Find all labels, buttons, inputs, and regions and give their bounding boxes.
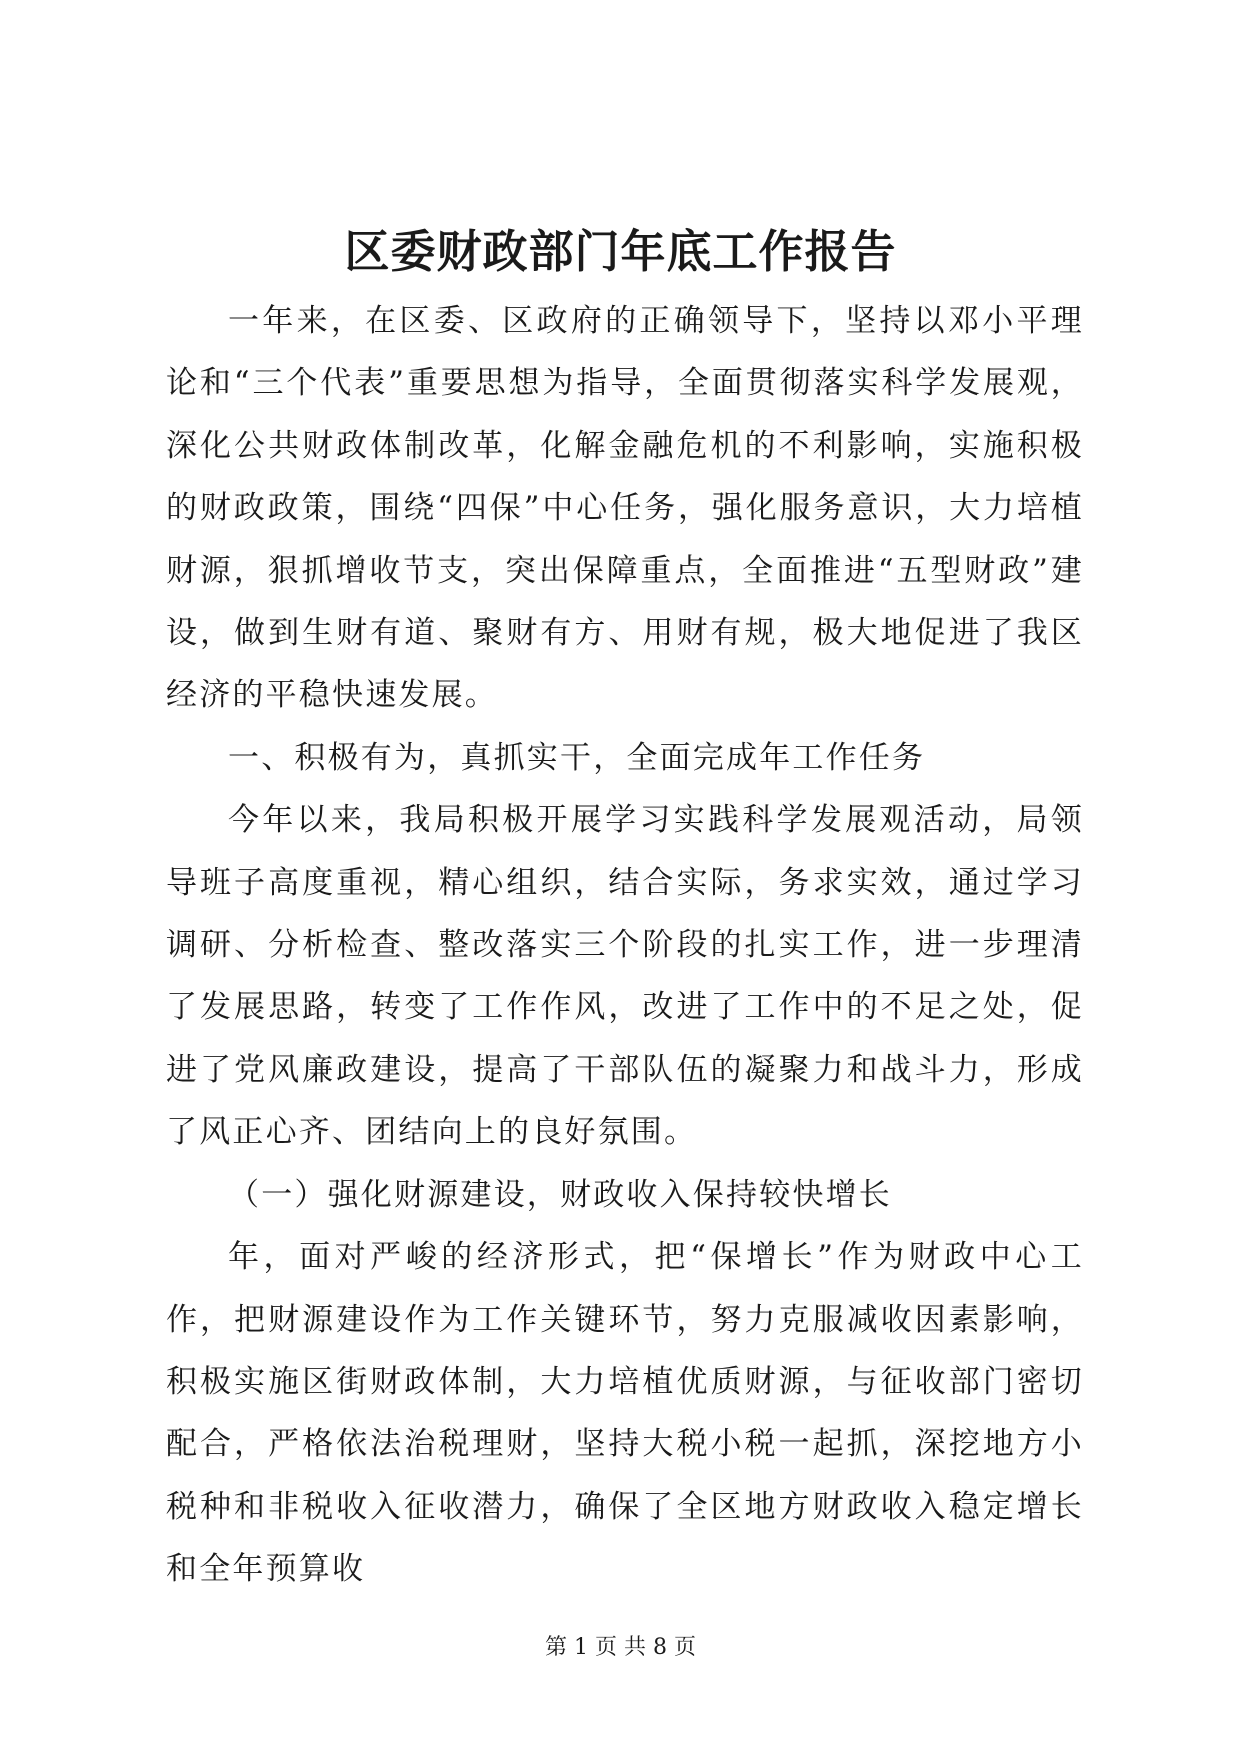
paragraph-revenue-growth: 年，面对严峻的经济形式，把“保增长”作为财政中心工作，把财源建设作为工作关键环节，努力克服减收因素影响，积极实施区街财政体制，大力培植优质财源，与征收部门密切配合，严格依法治税理财，坚持大税小税一起抓，深挖地方小税种和非税收入征收潜力，确保了全区地方财政收入稳定增长和全年预算收 — [166, 1239, 1084, 1588]
subsection-heading-1: （一）强化财源建设，财政收入保持较快增长 — [228, 1176, 892, 1213]
page-number-footer: 第 1 页 共 8 页 — [545, 1635, 696, 1660]
document-title: 区委财政部门年底工作报告 — [344, 225, 897, 278]
paragraph-intro: 一年来，在区委、区政府的正确领导下，坚持以邓小平理论和“三个代表”重要思想为指导，全面贯彻落实科学发展观，深化公共财政体制改革，化解金融危机的不利影响，实施积极的财政政策，围绕“四保”中心任务，强化服务意识，大力培植财源，狠抓增收节支，突出保障重点，全面推进“五型财政”建设，做到生财有道、聚财有方、用财有规，极大地促进了我区经济的平稳快速发展。 — [166, 303, 1084, 714]
paragraph-study-activities: 今年以来，我局积极开展学习实践科学发展观活动，局领导班子高度重视，精心组织，结合实际，务求实效，通过学习调研、分析检查、整改落实三个阶段的扎实工作，进一步理清了发展思路，转变了工作作风，改进了工作中的不足之处，促进了党风廉政建设，提高了干部队伍的凝聚力和战斗力，形成了风正心齐、团结向上的良好氛围。 — [166, 802, 1084, 1151]
section-heading-1: 一、积极有为，真抓实干，全面完成年工作任务 — [228, 739, 926, 776]
document-body — [166, 290, 1084, 1601]
